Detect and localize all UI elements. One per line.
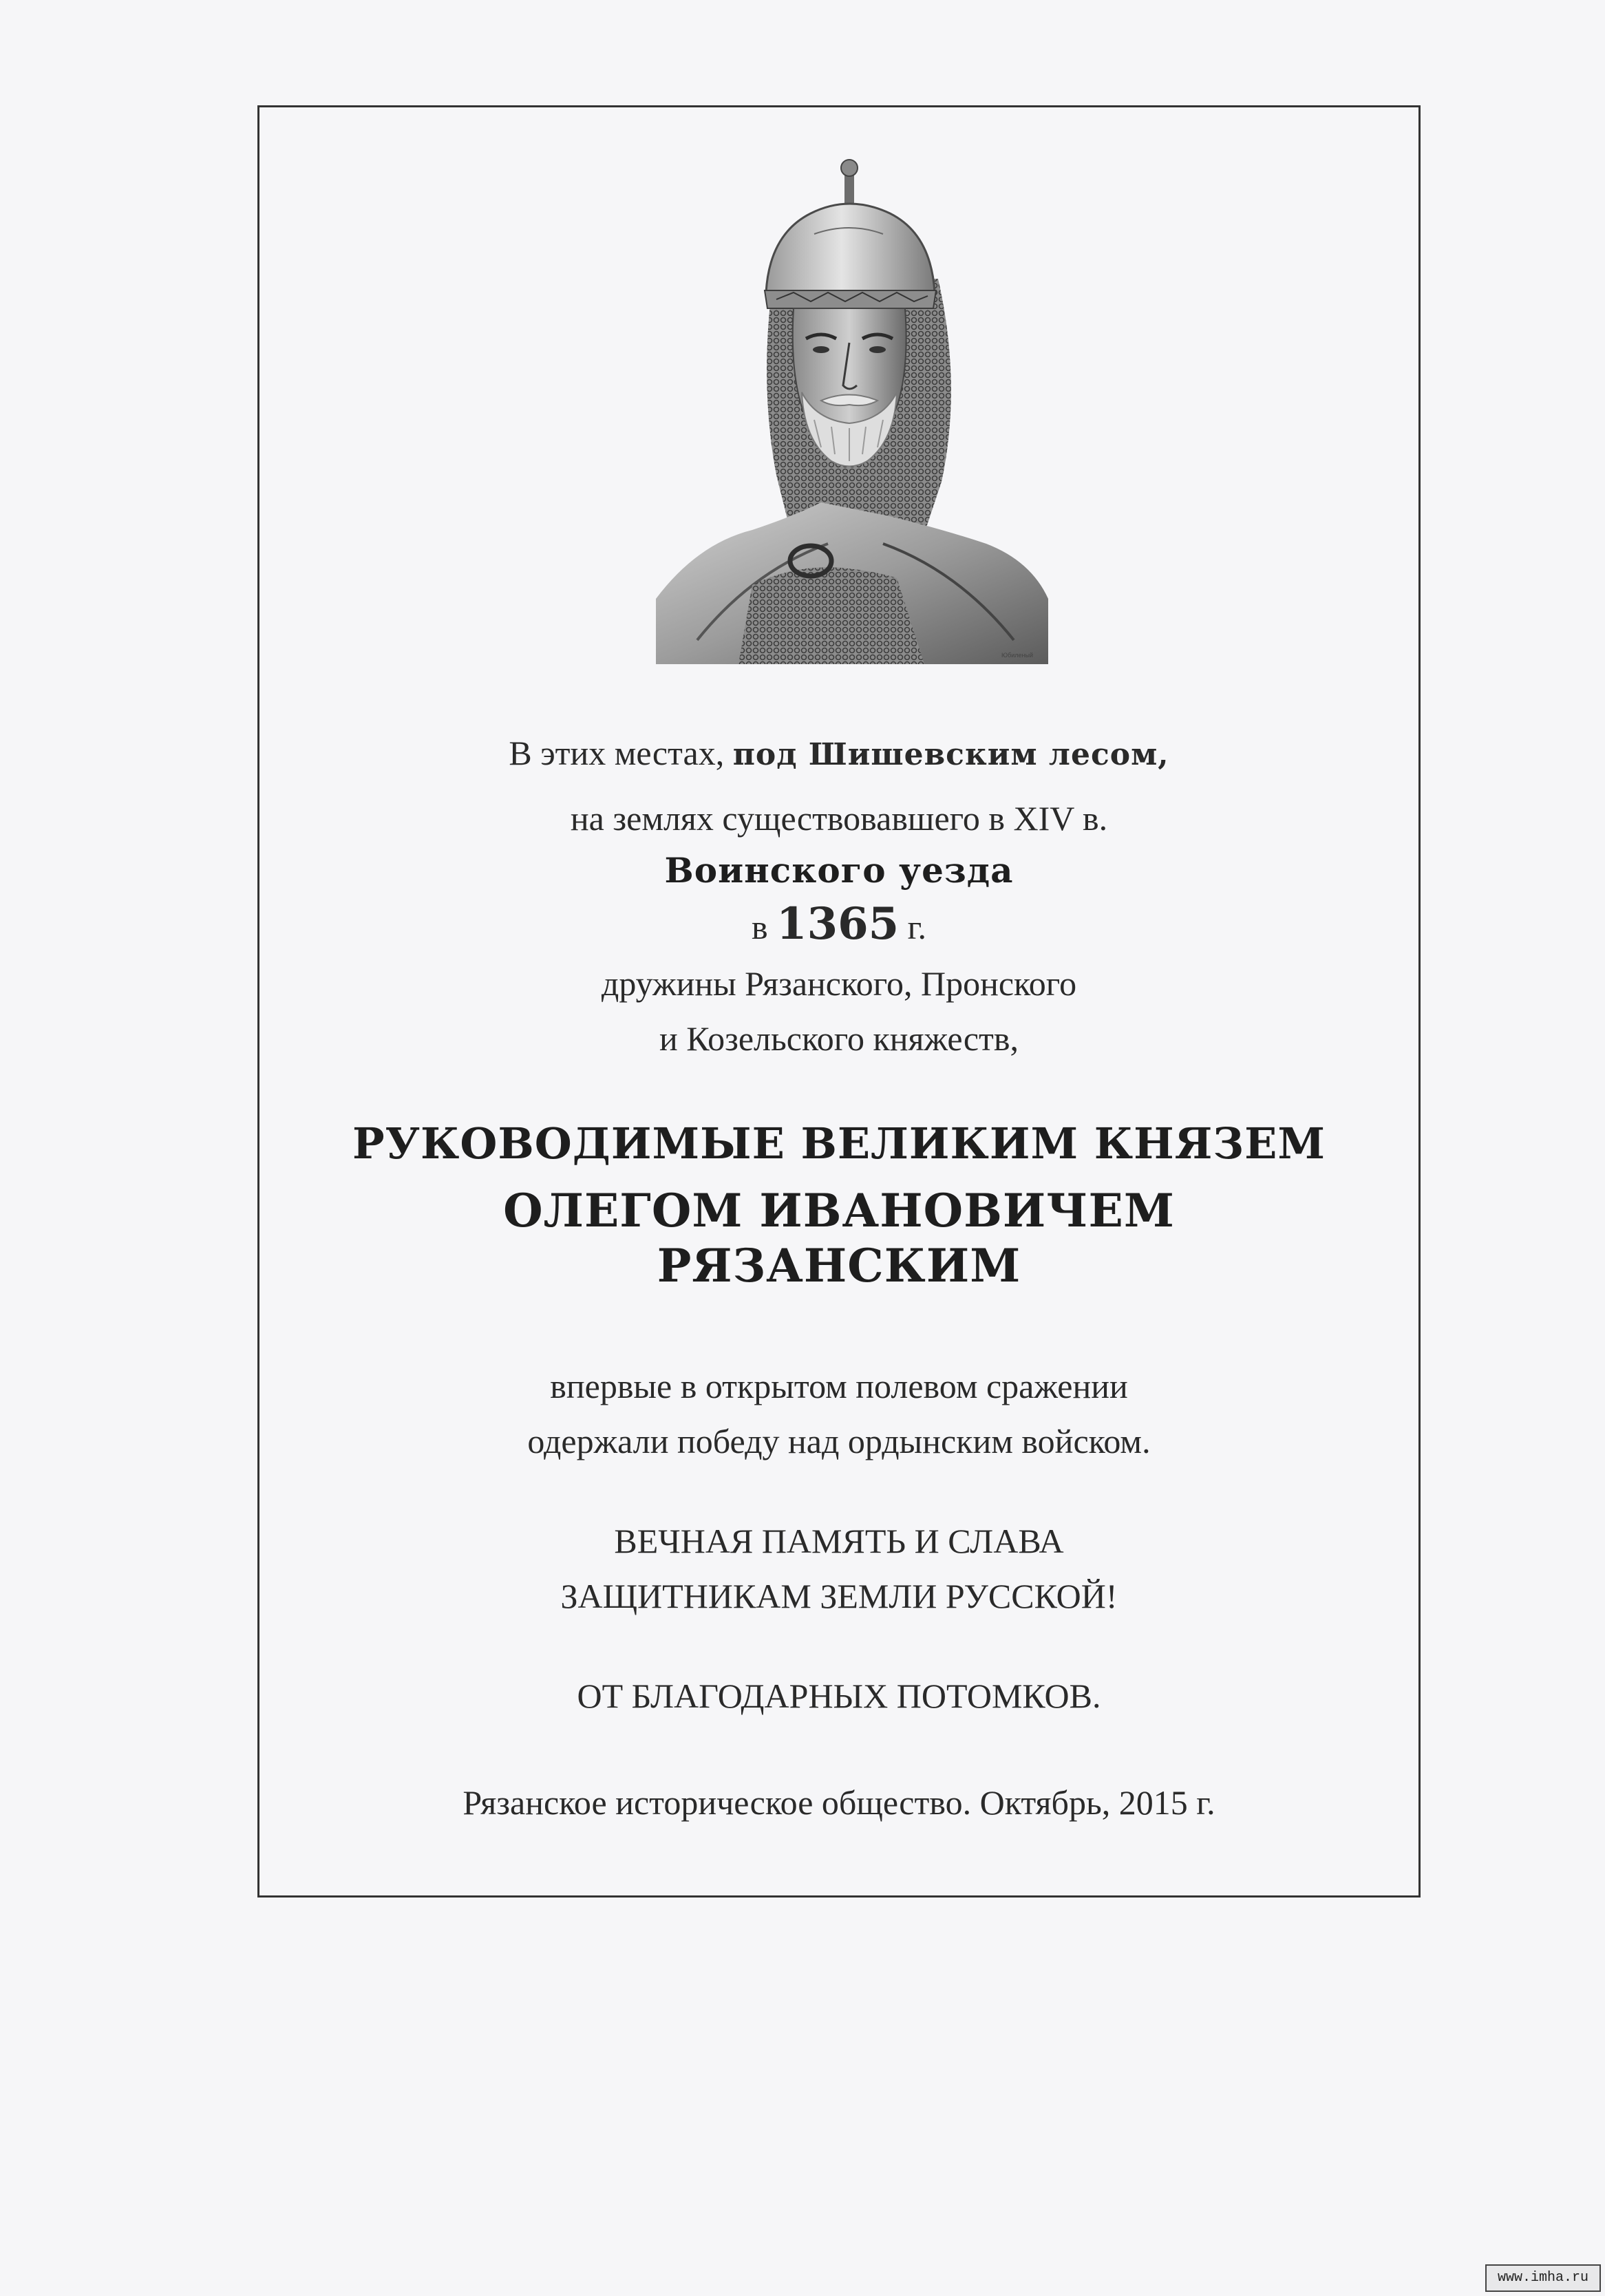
thanks-line: ОТ БЛАГОДАРНЫХ ПОТОМКОВ. [577, 1677, 1101, 1715]
inscription-line-7: впервые в открытом полевом сражении [550, 1367, 1128, 1405]
watermark-stamp: www.imha.ru [1485, 2264, 1601, 2292]
inscription-location-emphasis: под Шишевским лесом, [732, 737, 1169, 772]
inscription-line-8: одержали победу над ордынским войском. [527, 1422, 1151, 1460]
memory-line-2: ЗАЩИТНИКАМ ЗЕМЛИ РУССКОЙ! [560, 1577, 1118, 1615]
headline-line-3: РЯЗАНСКИМ [657, 1239, 1021, 1293]
artist-signature: Юбиленый [1001, 652, 1033, 659]
warrior-bust-portrait [656, 158, 1048, 664]
inscription-line-year [257, 898, 1421, 950]
inscription-year-suffix: г. [899, 908, 927, 946]
inscription-district-name: Воинского уезда [664, 850, 1014, 891]
inscription-year: 1365 [776, 898, 900, 950]
headline-line-2: ОЛЕГОМ ИВАНОВИЧЕМ [503, 1184, 1175, 1237]
inscription-year-prefix: в [751, 908, 777, 946]
inscription-line-1-prefix: В этих местах, [509, 734, 733, 772]
inscription-line-6: и Козельского княжеств, [659, 1019, 1019, 1058]
signature-line: Рязанское историческое общество. Октябрь, 2015 г. [463, 1783, 1215, 1822]
memory-line-1: ВЕЧНАЯ ПАМЯТЬ И СЛАВА [614, 1522, 1064, 1560]
inscription-line-5: дружины Рязанского, Пронского [601, 964, 1077, 1003]
inscription-line-1 [257, 733, 1421, 773]
headline-line-1: РУКОВОДИМЫЕ ВЕЛИКИМ КНЯЗЕМ [352, 1118, 1326, 1169]
inscription-line-2: на землях существовавшего в XIV в. [570, 799, 1108, 838]
